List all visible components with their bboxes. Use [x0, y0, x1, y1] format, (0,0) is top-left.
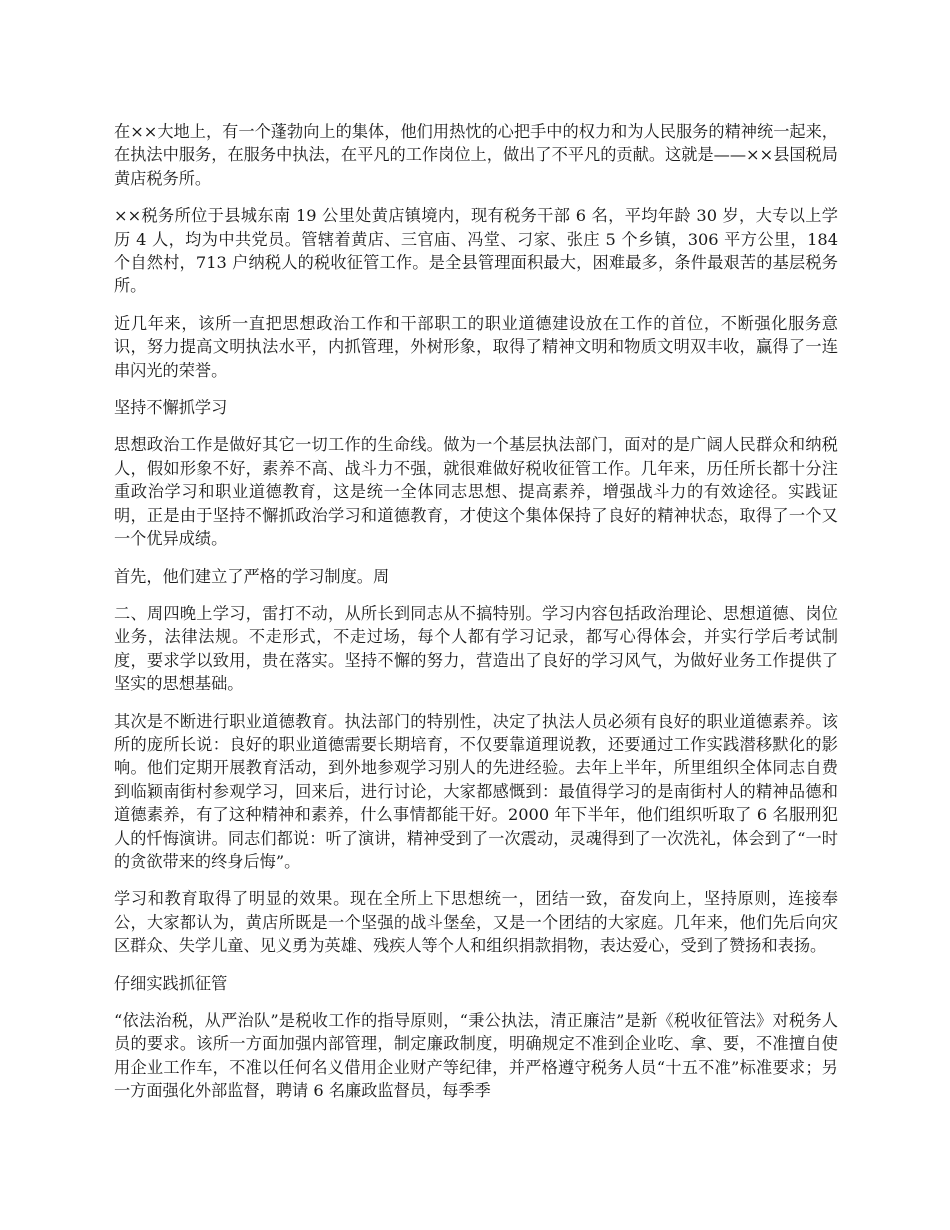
paragraph-overview: ××税务所位于县城东南 19 公里处黄店镇境内，现有税务干部 6 名，平均年龄 30 岁，大专以上学历 4 人，均为中共党员。管辖着黄店、三官庙、冯堂、刁家、张庄 5 个乡镇，306 平方公里，184 个自然村，713 户纳税人的税收征管工作。是全县管理面积最大，困难最多，条件最艰苦的基层税务所。 — [114, 206, 838, 296]
paragraph-study-schedule: 二、周四晚上学习，雷打不动，从所长到同志从不搞特别。学习内容包括政治理论、思想道德、岗位业务，法律法规。不走形式，不走过场，每个人都有学习记录，都写心得体会，并实行学后考试制度，要求学以致用，贵在落实。坚持不懈的努力，营造出了良好的学习风气，为做好业务工作提供了坚实的思想基础。 — [114, 603, 838, 694]
paragraph-results: 学习和教育取得了明显的效果。现在全所上下思想统一，团结一致，奋发向上，坚持原则，连接奉公，大家都认为，黄店所既是一个坚强的战斗堡垒，又是一个团结的大家庭。几年来，他们先后向灾区群众、失学儿童、见义勇为英雄、残疾人等个人和组织捐款捐物，表达爱心，受到了赞扬和表扬。 — [114, 889, 838, 956]
paragraph-intro: 在××大地上，有一个蓬勃向上的集体，他们用热忱的心把手中的权力和为人民服务的精神统一起来，在执法中服务，在服务中执法，在平凡的工作岗位上，做出了不平凡的贡献。这就是——××县国税局黄店税务所。 — [114, 122, 838, 188]
paragraph-study-system: 首先，他们建立了严格的学习制度。周 — [114, 566, 390, 586]
section-heading-collection: 仔细实践抓征管 — [114, 973, 228, 993]
paragraph-ethics-education: 其次是不断进行职业道德教育。执法部门的特别性，决定了执法人员必须有良好的职业道德素养。该所的庞所长说：良好的职业道德需要长期培育，不仅要靠道理说教，还要通过工作实践潜移默化的影响。他们定期开展教育活动，到外地参观学习别人的先进经验。去年上半年，所里组织全体同志自费到临颖南街村参观学习，回来后，进行讨论，大家都感慨到：最值得学习的是南街村人的精神品德和道德素养，有了这种精神和素养，什么事情都能干好。2000 年下半年，他们组织听取了 6 名服刑犯人的忏悔演讲。同志们都说：听了演讲，精神受到了一次震动，灵魂得到了一次洗礼，体会到了“一时的贪欲带来的终身后悔”。 — [114, 711, 838, 871]
document-page — [114, 120, 838, 1117]
paragraph-achievements: 近几年来，该所一直把思想政治工作和干部职工的职业道德建设放在工作的首位，不断强化服务意识，努力提高文明执法水平，内抓管理，外树形象，取得了精神文明和物质文明双丰收，赢得了一连串闪光的荣誉。 — [114, 313, 838, 380]
section-heading-study: 坚持不懈抓学习 — [114, 398, 228, 418]
paragraph-political-work: 思想政治工作是做好其它一切工作的生命线。做为一个基层执法部门，面对的是广阔人民群众和纳税人，假如形象不好，素养不高、战斗力不强，就很难做好税收征管工作。几年来，历任所长都十分注重政治学习和职业道德教育，这是统一全体同志思想、提高素养，增强战斗力的有效途径。实践证明，正是由于坚持不懈抓政治学习和道德教育，才使这个集体保持了良好的精神状态，取得了一个又一个优异成绩。 — [114, 435, 838, 549]
paragraph-rule-of-law: “依法治税，从严治队”是税收工作的指导原则，“秉公执法，清正廉洁”是新《税收征管法》对税务人员的要求。该所一方面加强内部管理，制定廉政制度，明确规定不准到企业吃、拿、要，不准擅自使用企业工作车，不准以任何名义借用企业财产等纪律，并严格遵守税务人员“十五不准”标准要求；另一方面强化外部监督，聘请 6 名廉政监督员，每季季 — [114, 1011, 838, 1101]
